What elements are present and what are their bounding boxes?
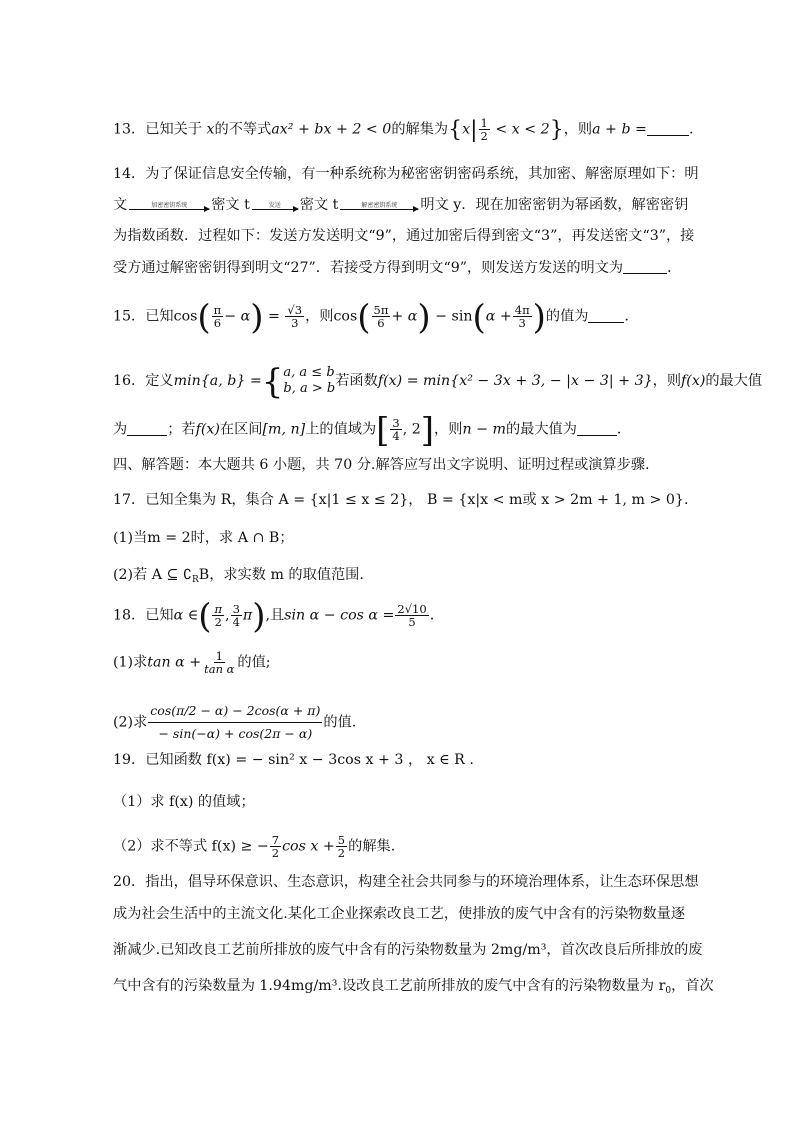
q18-text: ,且 — [265, 607, 285, 624]
q18-text: 的值. — [323, 714, 357, 731]
q18-pi: π — [242, 607, 253, 624]
frac-den: 6 — [213, 316, 222, 330]
frac-den: 2 — [271, 846, 280, 860]
arrow-label: 解密密钥系统 — [361, 202, 398, 209]
question-13 — [113, 117, 694, 142]
q13-text: 的解集为 — [391, 121, 449, 138]
paren: ( — [198, 596, 212, 637]
question-15 — [113, 297, 694, 338]
question-18 — [113, 596, 694, 637]
question-19-part1 — [113, 792, 694, 812]
arrow-label: 发送 — [268, 202, 281, 209]
q13-var: x — [206, 121, 215, 138]
q13-inequality: ax² + bx + 2 < 0 — [271, 121, 392, 138]
question-16-line1 — [113, 362, 763, 402]
q20-text: 20．指出，倡导环保意识、生态意识，构建全社会共同参与的环境治理体系，让生态环保思想 — [113, 874, 699, 890]
q13-set-var: x — [462, 121, 471, 138]
frac-den: 5 — [408, 615, 416, 629]
q13-frac-den: 2 — [480, 129, 488, 143]
q15-expr: α + — [485, 308, 512, 325]
q15-eq: = — [263, 308, 285, 325]
q16-range-rest: , 2 — [402, 421, 421, 438]
q13-text: ，则 — [563, 121, 593, 138]
paren: ( — [472, 297, 486, 338]
q19-part1-text: （1）求 f(x) 的值域； — [113, 794, 255, 810]
question-20-line4 — [113, 976, 714, 1001]
frac-num: π — [213, 303, 222, 317]
q20-subscript: 0 — [665, 986, 672, 996]
arrow-shaft — [129, 209, 209, 210]
q17-part1-text: (1)当m = 2时，求 A ∩ B； — [113, 530, 294, 546]
q16-text: 的最大值 — [705, 373, 763, 389]
question-18-part2 — [113, 700, 694, 745]
section-heading — [113, 455, 694, 475]
q13-answer-blank[interactable] — [647, 121, 689, 136]
frac-num: 3 — [232, 602, 240, 616]
frac-num: 7 — [271, 833, 280, 847]
q13-text: 已知关于 — [145, 121, 203, 138]
frac-num: 3 — [392, 416, 400, 430]
q15-frac-pi6 — [212, 304, 224, 329]
paren: ) — [252, 596, 266, 637]
frac-num: 4π — [514, 303, 530, 317]
q15-sin: − sin — [430, 308, 473, 325]
q18-frac-34 — [231, 603, 242, 628]
q18-end: . — [429, 607, 435, 624]
q19-expr: cos x + — [282, 838, 335, 855]
q14-text: 文 — [113, 197, 128, 213]
q13-frac-num: 1 — [480, 116, 488, 130]
encrypt-arrow — [129, 202, 209, 210]
question-14-line3 — [113, 226, 694, 246]
q18-text: 的值; — [237, 654, 271, 671]
q16-fx: f(x) — [195, 421, 220, 438]
frac-den: − sin(−α) + cos(2π − α) — [158, 726, 313, 741]
q18-tan: tan α + — [147, 654, 202, 671]
section-heading-text: 四、解答题：本大题共 6 小题，共 70 分.解答应写出文字说明、证明过程或演算步骤. — [113, 457, 650, 473]
question-14-line2 — [113, 195, 694, 215]
question-17-part1 — [113, 528, 694, 548]
q15-frac-4pi3 — [513, 304, 532, 329]
bracket: ] — [420, 410, 435, 451]
frac-num: 5π — [373, 303, 389, 317]
q18-expr: α ∈ — [173, 607, 199, 624]
q14-end: ． — [667, 260, 682, 276]
paren: ( — [357, 297, 371, 338]
q15-text: ，则 — [305, 308, 334, 325]
arrow-label: 加密密钥系统 — [151, 202, 188, 209]
q13-bar: | — [470, 117, 478, 143]
frac-den: 4 — [232, 615, 240, 629]
frac-num: cos(π/2 − α) − 2cos(α + π) — [148, 700, 322, 723]
q16-fx: f(x) — [681, 373, 706, 389]
q18-frac-val — [395, 603, 428, 628]
q15-frac-5pi6 — [372, 304, 391, 329]
q16-interval: [m, n] — [262, 421, 306, 438]
q19-text: （2）求不等式 f(x) ≥ − — [113, 838, 269, 855]
q13-left-brace: { — [448, 117, 463, 143]
frac-den: 3 — [518, 316, 526, 330]
frac-den: 2 — [214, 615, 222, 629]
frac-den: 3 — [291, 316, 299, 330]
q19-frac-72 — [270, 834, 281, 859]
q14-text: 受方通过解密密钥得到明文“27”．若接受方得到明文“9”，则发送方发送的明文为 — [113, 260, 624, 276]
q17-subscript: R — [191, 575, 199, 585]
q15-cos: cos — [333, 308, 358, 325]
q13-text: 的不等式 — [214, 121, 272, 138]
q20-text: ，首次 — [671, 978, 714, 994]
q18-text: 18．已知 — [113, 607, 174, 624]
frac-den: 4 — [392, 429, 400, 443]
q16-min-def: min{a, b} = — [173, 373, 262, 389]
q16-brace: { — [261, 362, 284, 402]
q18-expr: sin α − cos α = — [284, 607, 395, 624]
q18-big-fraction — [148, 700, 322, 745]
case-line: b, a > b — [283, 381, 336, 396]
q13-right-brace: } — [549, 117, 564, 143]
q20-text: 渐减少.已知改良工艺前所排放的废气中含有的污染物数量为 2mg/m³，首次改良后所排放的废 — [113, 942, 703, 958]
q14-text: 密文 t — [299, 197, 339, 213]
q13-fraction — [479, 117, 490, 142]
question-20-line2 — [113, 904, 694, 924]
q16-function: f(x) = min{x² − 3x + 3, − |x − 3| + 3} — [377, 373, 653, 389]
q16-answer-blank-1[interactable] — [127, 421, 167, 436]
q16-nm: n − m — [462, 421, 506, 438]
question-20-line3 — [113, 940, 703, 960]
q15-cos: cos — [173, 308, 198, 325]
frac-den: 6 — [377, 316, 385, 330]
q14-text: 密文 t — [211, 197, 250, 213]
q16-cases — [283, 365, 335, 397]
question-19 — [113, 750, 694, 770]
paren: ) — [417, 297, 431, 338]
q15-text: 15．已知 — [113, 308, 174, 325]
question-17-part2 — [113, 565, 694, 590]
q15-end: ． — [624, 308, 639, 325]
q16-text: ，则 — [652, 373, 682, 389]
q16-text: ；若 — [167, 421, 196, 438]
q18-frac-pi2 — [212, 603, 224, 628]
paren: ) — [250, 297, 264, 338]
question-16-line2 — [113, 410, 694, 451]
send-arrow — [252, 202, 298, 210]
q18-frac-tan — [202, 650, 236, 675]
q16-text: 上的值域为 — [305, 421, 377, 438]
q16-text: ，则 — [434, 421, 463, 438]
q17-part2-text: B，求实数 m 的取值范围. — [198, 567, 364, 583]
frac-num: 1 — [215, 649, 223, 663]
q16-text: 在区间 — [219, 421, 263, 438]
q16-text: 的最大值为 — [505, 421, 577, 438]
q13-set-rest: < x < 2 — [490, 121, 550, 138]
q16-answer-blank-2[interactable] — [577, 421, 617, 436]
frac-num: π — [214, 602, 223, 616]
q20-text: 成为社会生活中的主流文化.某化工企业探索改良工艺，使排放的废气中含有的污染物数量逐 — [113, 906, 686, 922]
q18-text: (2)求 — [113, 714, 148, 731]
q17-text: 17．已知全集为 R，集合 A = {x|1 ≤ x ≤ 2}， B = {x|x < m或 x > 2m + 1, m > 0}. — [113, 492, 689, 508]
q14-answer-blank[interactable] — [623, 259, 667, 274]
q16-text: 为 — [113, 421, 128, 438]
q13-number: 13． — [113, 121, 146, 138]
question-19-part2 — [113, 834, 694, 859]
paren: ( — [197, 297, 211, 338]
q17-part2-text: (2)若 A ⊆ ∁ — [113, 567, 192, 583]
question-14-line4 — [113, 258, 694, 278]
question-14-line1 — [113, 164, 699, 184]
q15-answer-blank[interactable] — [588, 308, 624, 323]
q14-text: 明文 y．现在加密密钥为幂函数，解密密钥 — [420, 197, 689, 213]
q15-text: 的值为 — [545, 308, 589, 325]
q16-text: 若函数 — [335, 373, 378, 389]
q16-frac-34 — [390, 417, 401, 442]
frac-num: 2√10 — [397, 602, 427, 616]
question-20-line1 — [113, 872, 699, 892]
q18-comma: , — [225, 607, 230, 624]
q19-frac-52 — [336, 834, 347, 859]
q16-end: ． — [616, 421, 632, 438]
arrow-shaft — [252, 209, 298, 210]
bracket: [ — [376, 410, 390, 451]
frac-num: √3 — [287, 303, 303, 317]
question-17 — [113, 490, 694, 510]
q14-text: 14．为了保证信息安全传输，有一种系统称为秘密密钥密码系统，其加密、解密原理如下：明 — [113, 166, 699, 182]
q13-expr: a + b = — [592, 121, 647, 138]
q14-text: 为指数函数．过程如下：发送方发送明文“9”，通过加密后得到密文“3”，再发送密文“3”，接 — [113, 228, 695, 244]
q13-end: . — [688, 121, 694, 138]
paren: ) — [532, 297, 546, 338]
q20-text: 气中含有的污染数量为 1.94mg/m³.设改良工艺前所排放的废气中含有的污染物数量为 r — [113, 978, 666, 994]
q16-text: 16．定义 — [113, 373, 174, 389]
q19-text: 19．已知函数 f(x) = − sin² x − 3cos x + 3 ， x ∈ R . — [113, 752, 474, 768]
q15-expr: + α — [391, 308, 418, 325]
frac-num: 5 — [337, 833, 346, 847]
question-18-part1 — [113, 650, 694, 675]
arrow-shaft — [340, 209, 418, 210]
decrypt-arrow — [340, 202, 418, 210]
frac-den: tan α — [204, 662, 235, 676]
q19-text: 的解集. — [348, 838, 396, 855]
case-line: a, a ≤ b — [283, 365, 335, 380]
q15-frac-sqrt3 — [285, 304, 304, 329]
q15-expr: − α — [224, 308, 251, 325]
frac-den: 2 — [337, 846, 346, 860]
q18-text: (1)求 — [113, 654, 148, 671]
